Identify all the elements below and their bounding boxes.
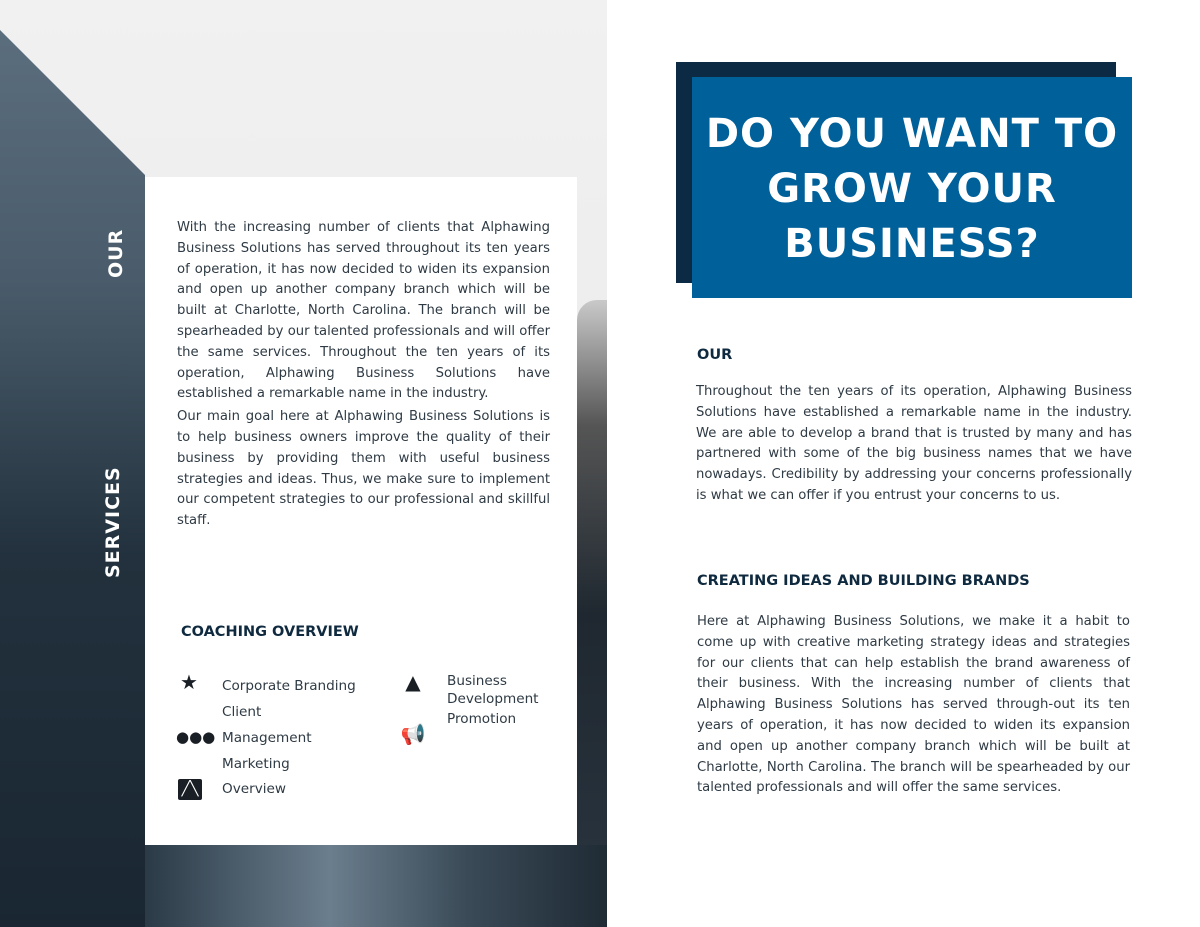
section-title-ideas: CREATING IDEAS AND BUILDING BRANDS xyxy=(697,573,1030,589)
side-label-our: OUR xyxy=(105,228,127,278)
side-label-services: SERVICES xyxy=(102,466,124,578)
services-paragraph-2: Our main goal here at Alphawing Business Solutions is to help business owners improve the quality of their business by providing them with useful business strategies and ideas. Thus, we make sure to implement our competent strategies to our professional and skillful staff. xyxy=(177,409,550,529)
ideas-paragraph: Here at Alphawing Business Solutions, we make it a habit to come up with creative marketing strategy ideas and strategies for our clients that can help establish the brand awareness of their business. With the increasing number of clients that Alphawing Business Solutions has served through-out its ten years of operation, it has now decided to widen its expansion and open up another company branch which will be built at Charlotte, North Carolina. The branch will be spearheaded by our talented professionals and will offer the same services. xyxy=(697,614,1130,796)
team-photo-bottom xyxy=(145,845,607,927)
headline: DO YOU WANT TO GROW YOUR BUSINESS? xyxy=(692,77,1132,298)
item-management: Management xyxy=(222,730,312,746)
star-icon: ★ xyxy=(180,670,198,694)
people-icon: ●●● xyxy=(176,728,216,746)
rocket-icon: ▲ xyxy=(405,670,421,694)
services-text xyxy=(177,218,550,532)
item-marketing: Marketing xyxy=(222,756,290,772)
services-paragraph-1: With the increasing number of clients that Alphawing Business Solutions has served throughout its ten years of operation, it has now decided to widen its expansion and open up another company branch which will be built at Charlotte, North Carolina. The branch will be spearheaded by our talented professionals and will offer the same services. Throughout the ten years of its operation, Alphawing Business Solutions have established a remarkable name in the industry. xyxy=(177,220,550,402)
item-client: Client xyxy=(222,704,262,720)
item-overview: Overview xyxy=(222,781,286,797)
item-business: Business xyxy=(447,673,507,689)
item-development: Development xyxy=(447,691,539,707)
section-title-our: OUR xyxy=(697,347,733,363)
coaching-title: COACHING OVERVIEW xyxy=(181,624,359,640)
item-corporate-branding: Corporate Branding xyxy=(222,678,356,694)
our-paragraph: Throughout the ten years of its operation, Alphawing Business Solutions have established a remarkable name in the industry. We are able to develop a brand that is trusted by many and has partnered with some of the big business names that we have nowadays. Credibility by addressing your concerns professionally is what we can offer if you entrust your concerns to us. xyxy=(696,384,1132,503)
team-photo xyxy=(0,0,145,927)
team-photo-edge xyxy=(577,300,607,927)
chart-icon: ╱╲ xyxy=(178,779,202,800)
megaphone-icon: 📢 xyxy=(400,722,426,746)
item-promotion: Promotion xyxy=(447,711,517,727)
